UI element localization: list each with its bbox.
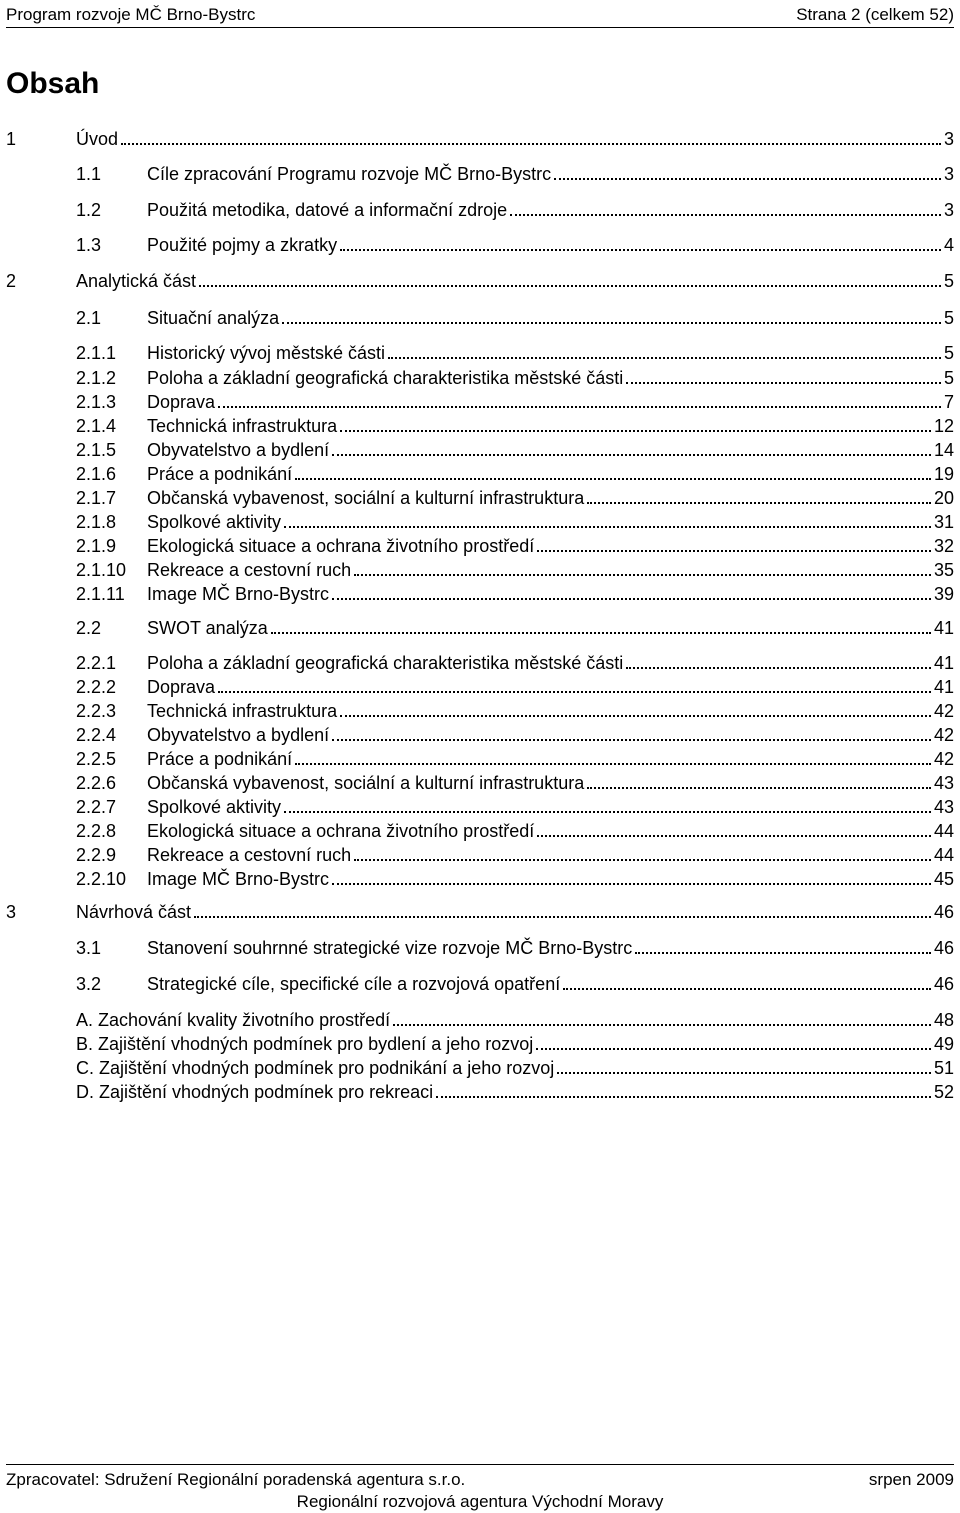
toc-dot-leader bbox=[554, 178, 941, 180]
toc-entry-title: A. Zachování kvality životního prostředí bbox=[76, 1010, 391, 1030]
toc-entry[interactable] bbox=[0, 558, 954, 582]
toc-entry-body bbox=[147, 747, 954, 771]
toc-entry-body bbox=[147, 510, 954, 534]
toc-entry-page: 31 bbox=[933, 512, 954, 532]
toc-entry[interactable] bbox=[0, 306, 954, 330]
toc-entry-title: Spolkové aktivity bbox=[147, 797, 282, 817]
toc-entry-title: SWOT analýza bbox=[147, 618, 268, 638]
toc-entry-title: Použité pojmy a zkratky bbox=[147, 235, 338, 255]
footer-author: Zpracovatel: Sdružení Regionální poradenská agentura s.r.o. bbox=[6, 1470, 466, 1489]
toc-dot-leader bbox=[510, 214, 941, 216]
toc-entry-title: Návrhová část bbox=[76, 902, 192, 922]
toc-entry-title: Image MČ Brno-Bystrc bbox=[147, 584, 330, 604]
toc-entry[interactable] bbox=[0, 438, 954, 462]
toc-dot-leader bbox=[536, 1048, 931, 1050]
toc-entry[interactable] bbox=[0, 486, 954, 510]
toc-entry[interactable] bbox=[0, 843, 954, 867]
toc-entry-page: 43 bbox=[933, 797, 954, 817]
toc-entry-body bbox=[147, 723, 954, 747]
toc-dot-leader bbox=[194, 916, 931, 918]
toc-dot-leader bbox=[218, 406, 941, 408]
toc-entry-title: Stanovení souhrnné strategické vize rozvoje MČ Brno-Bystrc bbox=[147, 938, 633, 958]
toc-entry[interactable] bbox=[0, 616, 954, 640]
toc-entry-title: Doprava bbox=[147, 677, 216, 697]
toc-entry[interactable] bbox=[0, 414, 954, 438]
toc-entry-body bbox=[147, 771, 954, 795]
toc-dot-leader bbox=[537, 835, 931, 837]
toc-entry[interactable] bbox=[0, 390, 954, 414]
toc-entry-page: 5 bbox=[943, 343, 954, 363]
toc-entry-number: 2.1.9 bbox=[76, 536, 117, 556]
toc-entry-page: 3 bbox=[943, 129, 954, 149]
toc-entry-body bbox=[76, 1032, 954, 1056]
toc-dot-leader bbox=[332, 454, 931, 456]
toc-entry-page: 43 bbox=[933, 773, 954, 793]
toc-entry-number: 2.1.8 bbox=[76, 512, 117, 532]
toc-dot-leader bbox=[340, 715, 931, 717]
toc-entry-page: 35 bbox=[933, 560, 954, 580]
toc-entry-page: 19 bbox=[933, 464, 954, 484]
toc-entry[interactable] bbox=[0, 972, 954, 996]
toc-entry-number: 2.2.9 bbox=[76, 845, 117, 865]
toc-entry-number: 1 bbox=[6, 129, 17, 149]
toc-entry-page: 46 bbox=[933, 902, 954, 922]
toc-entry-page: 7 bbox=[943, 392, 954, 412]
toc-entry[interactable] bbox=[0, 795, 954, 819]
header-page-counter: Strana 2 (celkem 52) bbox=[796, 5, 954, 24]
toc-entry-number: 3.1 bbox=[76, 938, 102, 958]
toc-dot-leader bbox=[557, 1072, 931, 1074]
toc-dot-leader bbox=[354, 574, 931, 576]
toc-entry-body bbox=[76, 127, 954, 151]
toc-entry-title: Poloha a základní geografická charakteristika městské části bbox=[147, 368, 624, 388]
toc-entry-title: Situační analýza bbox=[147, 308, 280, 328]
toc-entry[interactable] bbox=[0, 771, 954, 795]
toc-dot-leader bbox=[218, 691, 931, 693]
toc-entry-number: 2.1.4 bbox=[76, 416, 117, 436]
toc-entry-page: 42 bbox=[933, 725, 954, 745]
toc-dot-leader bbox=[537, 550, 931, 552]
toc-dot-leader bbox=[284, 526, 931, 528]
toc-entry-number: 2.2.2 bbox=[76, 677, 117, 697]
toc-entry-number: 2.2 bbox=[76, 618, 102, 638]
toc-entry-page: 41 bbox=[933, 653, 954, 673]
toc-entry-body bbox=[147, 462, 954, 486]
toc-entry-body bbox=[76, 1080, 954, 1104]
footer-date: srpen 2009 bbox=[868, 1470, 954, 1489]
toc-entry-body bbox=[147, 675, 954, 699]
toc-entry[interactable] bbox=[0, 198, 954, 222]
toc-entry-body bbox=[147, 972, 954, 996]
toc-entry-page: 44 bbox=[933, 845, 954, 865]
toc-entry-page: 52 bbox=[933, 1082, 954, 1102]
toc-entry-title: Rekreace a cestovní ruch bbox=[147, 560, 352, 580]
toc-entry-title: Doprava bbox=[147, 392, 216, 412]
toc-entry-page: 20 bbox=[933, 488, 954, 508]
toc-entry-number: 2.2.10 bbox=[76, 869, 127, 889]
toc-entry-page: 49 bbox=[933, 1034, 954, 1054]
toc-entry[interactable] bbox=[0, 1056, 954, 1080]
toc-entry-body bbox=[147, 414, 954, 438]
toc-entry-page: 42 bbox=[933, 749, 954, 769]
toc-dot-leader bbox=[340, 249, 941, 251]
toc-entry-page: 4 bbox=[943, 235, 954, 255]
toc-entry[interactable] bbox=[0, 1008, 954, 1032]
toc-entry-title: Práce a podnikání bbox=[147, 464, 293, 484]
toc-entry[interactable] bbox=[0, 699, 954, 723]
toc-entry-number: 1.2 bbox=[76, 200, 102, 220]
toc-dot-leader bbox=[354, 859, 931, 861]
toc-entry-number: 2.2.4 bbox=[76, 725, 117, 745]
toc-entry-title: Technická infrastruktura bbox=[147, 416, 338, 436]
toc-entry-number: 2.1.11 bbox=[76, 584, 125, 604]
toc-entry-body bbox=[147, 936, 954, 960]
toc-entry-page: 46 bbox=[933, 938, 954, 958]
toc-entry-title: Práce a podnikání bbox=[147, 749, 293, 769]
toc-dot-leader bbox=[295, 478, 931, 480]
toc-entry-body bbox=[147, 843, 954, 867]
toc-entry-title: Historický vývoj městské části bbox=[147, 343, 386, 363]
toc-entry-body bbox=[147, 162, 954, 186]
toc-entry-number: 2.1 bbox=[76, 308, 102, 328]
toc-entry-number: 2.1.3 bbox=[76, 392, 117, 412]
toc-entry[interactable] bbox=[0, 651, 954, 675]
toc-entry-title: Spolkové aktivity bbox=[147, 512, 282, 532]
toc-entry-body bbox=[147, 233, 954, 257]
toc-entry[interactable] bbox=[0, 269, 954, 293]
toc-entry-title: Obyvatelstvo a bydlení bbox=[147, 440, 330, 460]
toc-entry-title: Ekologická situace a ochrana životního prostředí bbox=[147, 821, 535, 841]
toc-entry[interactable] bbox=[0, 162, 954, 186]
toc-entry-page: 48 bbox=[933, 1010, 954, 1030]
toc-entry-number: 2.1.7 bbox=[76, 488, 117, 508]
toc-dot-leader bbox=[271, 632, 931, 634]
toc-entry-page: 5 bbox=[943, 271, 954, 291]
toc-entry-body bbox=[147, 366, 954, 390]
toc-entry-body bbox=[147, 795, 954, 819]
toc-entry-page: 14 bbox=[933, 440, 954, 460]
toc-entry-title: Použitá metodika, datové a informační zdroje bbox=[147, 200, 508, 220]
toc-dot-leader bbox=[340, 430, 931, 432]
toc-entry-number: 2.1.6 bbox=[76, 464, 117, 484]
toc-entry-title: Strategické cíle, specifické cíle a rozvojová opatření bbox=[147, 974, 561, 994]
toc-entry-body bbox=[147, 390, 954, 414]
toc-entry-page: 3 bbox=[943, 164, 954, 184]
toc-entry-title: Občanská vybavenost, sociální a kulturní infrastruktura bbox=[147, 488, 585, 508]
toc-entry-title: B. Zajištění vhodných podmínek pro bydlení a jeho rozvoj bbox=[76, 1034, 534, 1054]
toc-entry-number: 2.2.3 bbox=[76, 701, 117, 721]
toc-entry[interactable] bbox=[0, 534, 954, 558]
toc-dot-leader bbox=[626, 382, 941, 384]
page-footer bbox=[6, 1464, 954, 1511]
toc-dot-leader bbox=[587, 502, 931, 504]
toc-entry-number: 3.2 bbox=[76, 974, 102, 994]
toc-entry-number: 2.2.6 bbox=[76, 773, 117, 793]
toc-entry-body bbox=[147, 651, 954, 675]
toc-entry-title: Image MČ Brno-Bystrc bbox=[147, 869, 330, 889]
toc-entry-page: 32 bbox=[933, 536, 954, 556]
toc-entry-body bbox=[147, 699, 954, 723]
toc-entry-page: 45 bbox=[933, 869, 954, 889]
toc-entry-body bbox=[147, 198, 954, 222]
toc-entry-title: C. Zajištění vhodných podmínek pro podnikání a jeho rozvoj bbox=[76, 1058, 555, 1078]
toc-entry-title: Obyvatelstvo a bydlení bbox=[147, 725, 330, 745]
toc-entry-body bbox=[147, 616, 954, 640]
toc-entry-body bbox=[147, 438, 954, 462]
header-document-title: Program rozvoje MČ Brno-Bystrc bbox=[6, 5, 256, 24]
toc-entry[interactable] bbox=[0, 366, 954, 390]
toc-entry-number: 2.2.7 bbox=[76, 797, 117, 817]
toc-entry-page: 12 bbox=[933, 416, 954, 436]
toc-dot-leader bbox=[393, 1024, 931, 1026]
toc-entry-body bbox=[147, 306, 954, 330]
toc-entry-title: Úvod bbox=[76, 129, 119, 149]
toc-entry[interactable] bbox=[0, 867, 954, 891]
toc-dot-leader bbox=[436, 1096, 931, 1098]
toc-entry[interactable] bbox=[0, 1032, 954, 1056]
toc-entry[interactable] bbox=[0, 510, 954, 534]
toc-entry-body bbox=[147, 486, 954, 510]
toc-entry[interactable] bbox=[0, 900, 954, 924]
toc-entry-page: 39 bbox=[933, 584, 954, 604]
toc-entry-number: 2.2.1 bbox=[76, 653, 117, 673]
toc-entry[interactable] bbox=[0, 233, 954, 257]
page-header bbox=[6, 3, 954, 28]
page-title: Obsah bbox=[6, 67, 100, 100]
toc-entry-page: 41 bbox=[933, 618, 954, 638]
toc-dot-leader bbox=[563, 988, 931, 990]
toc-dot-leader bbox=[295, 763, 931, 765]
toc-entry-title: Technická infrastruktura bbox=[147, 701, 338, 721]
toc-entry[interactable] bbox=[0, 819, 954, 843]
toc-entry-body bbox=[147, 558, 954, 582]
toc-entry-number: 2.1.5 bbox=[76, 440, 117, 460]
toc-entry-page: 46 bbox=[933, 974, 954, 994]
toc-dot-leader bbox=[587, 787, 931, 789]
toc-dot-leader bbox=[626, 667, 931, 669]
toc-entry[interactable] bbox=[0, 582, 954, 606]
toc-entry-number: 2.2.8 bbox=[76, 821, 117, 841]
toc-entry-title: Občanská vybavenost, sociální a kulturní infrastruktura bbox=[147, 773, 585, 793]
toc-entry-number: 2.1.1 bbox=[76, 343, 117, 363]
toc-entry-page: 41 bbox=[933, 677, 954, 697]
toc-entry-body bbox=[76, 1008, 954, 1032]
toc-dot-leader bbox=[282, 322, 941, 324]
toc-entry-page: 5 bbox=[943, 368, 954, 388]
toc-entry-number: 2.1.10 bbox=[76, 560, 127, 580]
toc-dot-leader bbox=[332, 739, 931, 741]
toc-entry-page: 3 bbox=[943, 200, 954, 220]
toc-entry-number: 3 bbox=[6, 902, 17, 922]
toc-entry[interactable] bbox=[0, 936, 954, 960]
toc-entry-page: 44 bbox=[933, 821, 954, 841]
toc-entry-page: 5 bbox=[943, 308, 954, 328]
toc-entry-title: D. Zajištění vhodných podmínek pro rekreaci bbox=[76, 1082, 434, 1102]
toc-entry-body bbox=[76, 900, 954, 924]
toc-entry-page: 42 bbox=[933, 701, 954, 721]
toc-entry-title: Poloha a základní geografická charakteristika městské části bbox=[147, 653, 624, 673]
toc-dot-leader bbox=[388, 357, 941, 359]
toc-dot-leader bbox=[635, 952, 931, 954]
toc-entry-body bbox=[147, 867, 954, 891]
toc-entry[interactable] bbox=[0, 723, 954, 747]
toc-entry-body bbox=[147, 582, 954, 606]
toc-entry[interactable] bbox=[0, 1080, 954, 1104]
toc-dot-leader bbox=[199, 285, 941, 287]
toc-entry-body bbox=[76, 269, 954, 293]
toc-dot-leader bbox=[121, 143, 941, 145]
toc-entry-page: 51 bbox=[933, 1058, 954, 1078]
toc-entry-number: 2 bbox=[6, 271, 17, 291]
toc-entry[interactable] bbox=[0, 747, 954, 771]
toc-entry-number: 2.2.5 bbox=[76, 749, 117, 769]
toc-entry-number: 2.1.2 bbox=[76, 368, 117, 388]
toc-entry-body bbox=[147, 341, 954, 365]
toc-entry-title: Analytická část bbox=[76, 271, 197, 291]
toc-dot-leader bbox=[284, 811, 931, 813]
toc-entry[interactable] bbox=[0, 675, 954, 699]
toc-dot-leader bbox=[332, 598, 931, 600]
toc-entry-title: Ekologická situace a ochrana životního prostředí bbox=[147, 536, 535, 556]
toc-entry-number: 1.3 bbox=[76, 235, 102, 255]
toc-entry-body bbox=[147, 819, 954, 843]
toc-entry[interactable] bbox=[0, 127, 954, 151]
toc-entry-body bbox=[76, 1056, 954, 1080]
toc-entry-title: Cíle zpracování Programu rozvoje MČ Brno-Bystrc bbox=[147, 164, 552, 184]
toc-dot-leader bbox=[332, 883, 931, 885]
toc-entry-body bbox=[147, 534, 954, 558]
toc-entry[interactable] bbox=[0, 341, 954, 365]
footer-agency: Regionální rozvojová agentura Východní Moravy bbox=[296, 1492, 664, 1511]
toc-entry-title: Rekreace a cestovní ruch bbox=[147, 845, 352, 865]
toc-entry[interactable] bbox=[0, 462, 954, 486]
toc-entry-number: 1.1 bbox=[76, 164, 102, 184]
